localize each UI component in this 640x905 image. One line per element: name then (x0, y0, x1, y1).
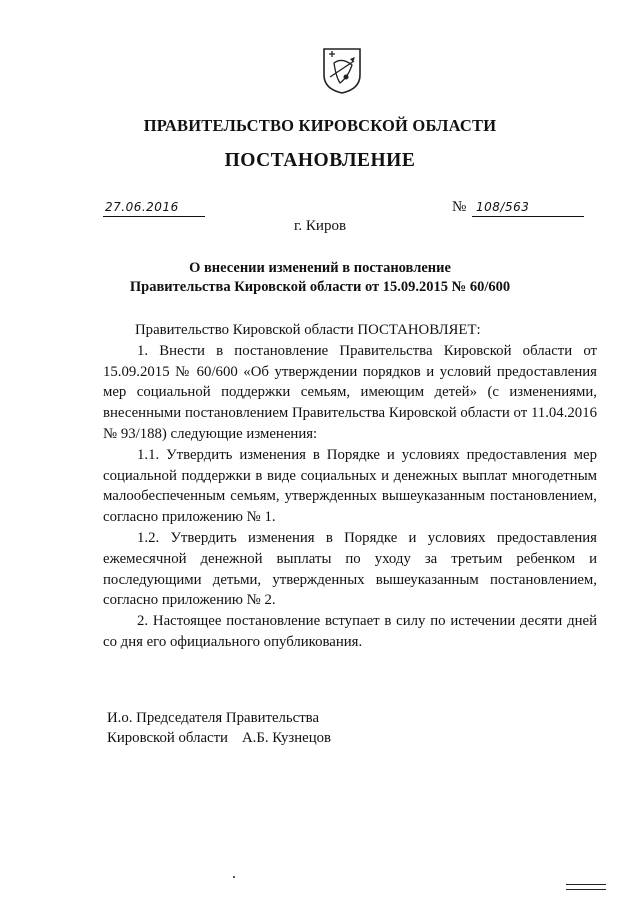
signature-block (107, 708, 331, 748)
signatory-position-1: И.о. Председателя Правительства (107, 710, 320, 726)
subject-line-2: Правительства Кировской области от 15.09.2015 № 60/600 (129, 279, 511, 295)
document-type: ПОСТАНОВЛЕНИЕ (224, 150, 416, 171)
signatory-name: А.Б. Кузнецов (241, 730, 332, 746)
signatory-position-2: Кировской области (107, 730, 228, 746)
paragraph-2: 2. Настоящее постановление вступает в силу по истечении десяти дней со дня его официального опубликования. (103, 613, 597, 650)
government-name: ПРАВИТЕЛЬСТВО КИРОВСКОЙ ОБЛАСТИ (143, 116, 497, 135)
corner-line (566, 884, 606, 885)
scan-speck (233, 876, 235, 878)
paragraph-1-2: 1.2. Утвердить изменения в Порядке и условиях предоставления ежемесячной денежной выплаты по уходу за третьим ребенком и последующими детьми, утвержденных вышеуказанным постановлением, согласно приложению № 2. (103, 529, 597, 609)
corner-line (566, 889, 606, 890)
document-subject (110, 259, 530, 297)
paragraph-1: 1. Внести в постановление Правительства Кировской области от 15.09.2015 № 60/600 «Об утверждении порядков и условий предоставления мер социальной поддержки семьям, имеющим детей» (с изменениями, внесенными постановлением Правительства Кировской области от 11.04.2016 № 93/188) следующие изменения: (103, 342, 597, 442)
subject-line-1: О внесении изменений в постановление (189, 260, 451, 276)
paragraph-1-1: 1.1. Утвердить изменения в Порядке и условиях предоставления мер социальной поддержки в виде социальных и денежных выплат многодетным малообеспеченным семьям, утвержденных вышеуказанным постановлением, согласно приложению № 1. (103, 446, 597, 526)
kirov-coat-of-arms-icon (322, 47, 362, 95)
document-date: 27.06.2016 (103, 200, 205, 217)
number-sign: № (452, 199, 467, 215)
city: г. Киров (293, 218, 347, 234)
document-body (103, 320, 597, 653)
body-intro: Правительство Кировской области ПОСТАНОВЛЯЕТ: (135, 322, 481, 338)
document-number: 108/563 (472, 200, 584, 217)
